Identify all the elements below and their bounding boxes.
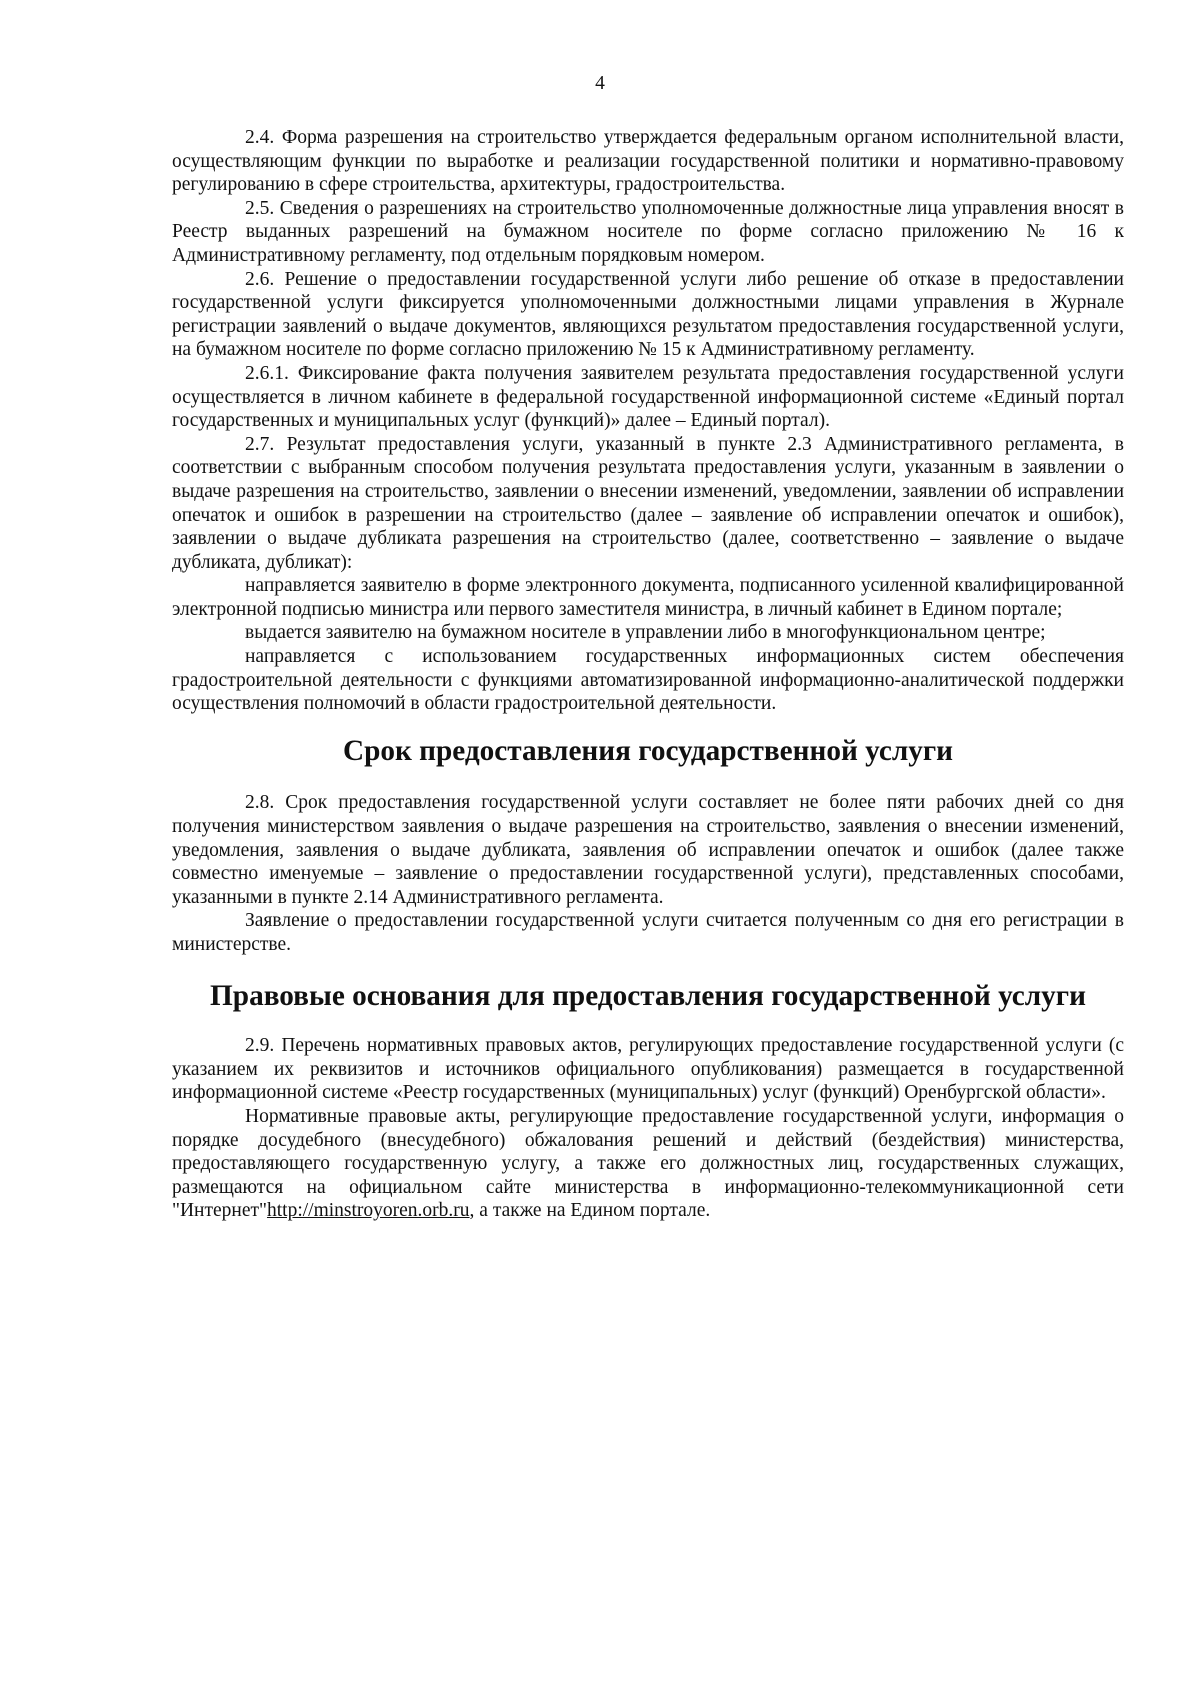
paragraph-2-6: 2.6. Решение о предоставлении государственной услуги либо решение об отказе в предоставлении государственной услуги фиксируется уполномоченными должностными лицами управления в Журнале регистрации заявлений о выдаче документов, являющихся результатом предоставления государственной услуги, на бумажном носителе по форме согласно приложению № 15 к Административному регламенту. bbox=[172, 268, 1124, 361]
paragraph-2-7-gis: направляется с использованием государственных информационных систем обеспечения градостроительной деятельности с функциями автоматизированной информационно-аналитической поддержки осуществления полномочий в области градостроительной деятельности. bbox=[172, 646, 1124, 715]
paragraph-2-6-1: 2.6.1. Фиксирование факта получения заявителем результата предоставления государственной услуги осуществляется в личном кабинете в федеральной государственной информационной системе «Единый портал государственных и муниципальных услуг (функций)» далее – Единый портал). bbox=[172, 362, 1124, 432]
paragraph-2-9-text-start: Нормативные правовые акты, регулирующие предоставление государственной услуги, информация о порядке досудебного (внесудебного) обжалования решений и действий (бездействия) министерства, предоставляющего государственную услугу, а также его должностных лиц, государственных служащих, размещаются на официальном сайте министерства в информационно-телекоммуникационной сети "Интернет" bbox=[172, 1105, 1124, 1222]
paragraph-2-8-registration: Заявление о предоставлении государственной услуги считается полученным со дня его регистрации в министерстве. bbox=[172, 910, 1124, 955]
paragraph-2-7: 2.7. Результат предоставления услуги, указанный в пункте 2.3 Административного регламента, в соответствии с выбранным способом получения результата предоставления услуги, указанным в заявлении о выдаче разрешения на строительство, заявлении о внесении изменений, уведомлении, заявлении об исправлении опечаток и ошибок в разрешении на строительство (далее – заявление об исправлении опечаток и ошибок), заявлении о выдаче дубликата разрешения на строительство (далее, соответственно – заявление о выдаче дубликата, дубликат): bbox=[172, 433, 1124, 573]
paragraph-2-9: 2.9. Перечень нормативных правовых актов, регулирующих предоставление государственной услуги (с указанием их реквизитов и источников официального опубликования) размещается в государственной информационной системе «Реестр государственных (муниципальных) услуг (функций) Оренбургской области». bbox=[172, 1035, 1124, 1104]
page-number: 4 bbox=[595, 73, 605, 94]
paragraph-2-8: 2.8. Срок предоставления государственной услуги составляет не более пяти рабочих дней со дня получения министерством заявления о выдаче разрешения на строительство, заявления о внесении изменений, уведомления, заявления о выдаче дубликата, заявления об исправлении опечаток и ошибок (далее также совместно именуемые – заявление о предоставлении государственной услуги), представленных способами, указанными в пункте 2.14 Административного регламента. bbox=[172, 792, 1124, 908]
section-heading-legal: Правовые основания для предоставления государственной услуги bbox=[210, 979, 1086, 1012]
ministry-website-link[interactable]: http://minstroyoren.orb.ru bbox=[266, 1200, 470, 1222]
section-heading-term: Срок предоставления государственной услуги bbox=[342, 734, 954, 767]
paragraph-2-5: 2.5. Сведения о разрешениях на строительство уполномоченные должностные лица управления вносят в Реестр выданных разрешений на бумажном носителе по форме согласно приложению № 16 к Административному регламенту, под отдельным порядковым номером. bbox=[172, 197, 1124, 266]
paragraph-2-4: 2.4. Форма разрешения на строительство утверждается федеральным органом исполнительной власти, осуществляющим функции по выработке и реализации государственной политики и нормативно-правовому регулированию в сфере строительства, архитектуры, градостроительства. bbox=[172, 127, 1124, 196]
paragraph-2-9-text-end: , а также на Едином портале. bbox=[469, 1200, 711, 1222]
paragraph-2-7-paper: выдается заявителю на бумажном носителе в управлении либо в многофункциональном центре; bbox=[245, 622, 1046, 644]
document-body bbox=[172, 126, 1124, 1223]
paragraph-2-7-electronic: направляется заявителю в форме электронного документа, подписанного усиленной квалифицированной электронной подписью министра или первого заместителя министра, в личный кабинет в Едином портале; bbox=[172, 575, 1124, 620]
paragraph-2-9-publication bbox=[172, 1105, 1124, 1223]
